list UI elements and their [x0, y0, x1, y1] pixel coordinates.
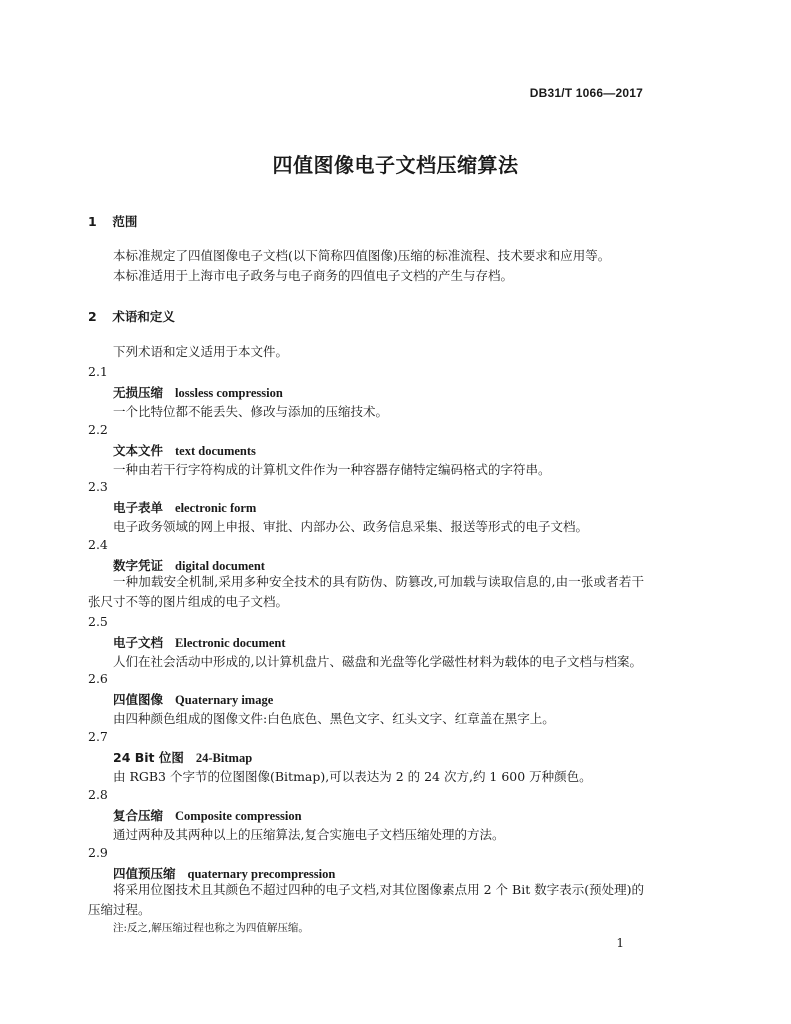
- term-zh: 无损压缩: [113, 385, 164, 400]
- term-definition: 一个比特位都不能丢失、修改与添加的压缩技术。: [113, 404, 389, 419]
- term-en: lossless compression: [175, 386, 283, 400]
- term-en: 24-Bitmap: [195, 751, 253, 765]
- term-en: quaternary precompression: [187, 867, 336, 881]
- scope-paragraph-1: 本标准规定了四值图像电子文档(以下简称四值图像)压缩的标准流程、技术要求和应用等。: [113, 248, 611, 263]
- term-definition: 将采用位图技术且其颜色不超过四种的电子文档,对其位图像素点用 2 个 Bit 数字表示(预处理)的压缩过程。: [88, 882, 644, 917]
- clause-number: 2.8: [88, 787, 108, 802]
- section-number: 1: [88, 214, 97, 229]
- clause-number: 2.4: [88, 537, 108, 552]
- clause-number: 2.7: [88, 729, 108, 744]
- term-zh: 24 Bit 位图: [113, 750, 184, 765]
- term-en: Electronic document: [175, 636, 286, 650]
- term-en: text documents: [175, 444, 256, 458]
- clause-number: 2.3: [88, 479, 108, 494]
- section-number: 2: [88, 309, 97, 324]
- section-2-heading: [88, 307, 175, 325]
- term-zh: 电子表单: [113, 500, 164, 515]
- term-definition: 由 RGB3 个字节的位图图像(Bitmap),可以表达为 2 的 24 次方,约 1 600 万种颜色。: [113, 769, 592, 784]
- term-definition: 一种加载安全机制,采用多种安全技术的具有防伪、防篡改,可加载与读取信息的,由一张或者若干张尺寸不等的图片组成的电子文档。: [88, 574, 644, 609]
- term-en: Quaternary image: [175, 693, 274, 707]
- term-heading: [113, 498, 256, 516]
- clause-number: 2.5: [88, 614, 108, 629]
- page-number: 1: [616, 936, 624, 950]
- section-title: 范围: [112, 214, 138, 229]
- note: 注:反之,解压缩过程也称之为四值解压缩。: [113, 922, 309, 934]
- term-heading: [113, 748, 252, 766]
- term-heading: [113, 383, 283, 401]
- term-zh: 四值图像: [113, 692, 164, 707]
- section-1-heading: [88, 212, 137, 230]
- clause-number: 2.9: [88, 845, 108, 860]
- term-heading: [113, 690, 273, 708]
- term-zh: 文本文件: [113, 443, 164, 458]
- term-definition: 一种由若干行字符构成的计算机文件作为一种容器存储特定编码格式的字符串。: [113, 462, 551, 477]
- term-definition: 由四种颜色组成的图像文件:白色底色、黑色文字、红头文字、红章盖在黑字上。: [113, 711, 555, 726]
- term-zh: 复合压缩: [113, 808, 164, 823]
- term-zh: 电子文档: [113, 635, 164, 650]
- terms-intro: 下列术语和定义适用于本文件。: [113, 344, 289, 359]
- term-zh: 数字凭证: [113, 558, 164, 573]
- document-title: 四值图像电子文档压缩算法: [272, 153, 519, 177]
- term-en: Composite compression: [175, 809, 302, 823]
- term-heading: [113, 441, 256, 459]
- term-definition: 电子政务领域的网上申报、审批、内部办公、政务信息采集、报送等形式的电子文档。: [113, 519, 589, 534]
- section-title: 术语和定义: [112, 309, 175, 324]
- term-definition: 人们在社会活动中形成的,以计算机盘片、磁盘和光盘等化学磁性材料为载体的电子文档与档案。: [113, 654, 642, 669]
- term-en: digital document: [175, 559, 265, 573]
- term-zh: 四值预压缩: [113, 866, 176, 881]
- standard-code: DB31/T 1066—2017: [529, 86, 643, 100]
- term-heading: [113, 633, 286, 651]
- term-definition: 通过两种及其两种以上的压缩算法,复合实施电子文档压缩处理的方法。: [113, 827, 505, 842]
- scope-paragraph-2: 本标准适用于上海市电子政务与电子商务的四值电子文档的产生与存档。: [113, 268, 514, 283]
- clause-number: 2.2: [88, 422, 108, 437]
- clause-number: 2.1: [88, 364, 108, 379]
- term-heading: [113, 806, 302, 824]
- term-en: electronic form: [175, 501, 257, 515]
- clause-number: 2.6: [88, 671, 108, 686]
